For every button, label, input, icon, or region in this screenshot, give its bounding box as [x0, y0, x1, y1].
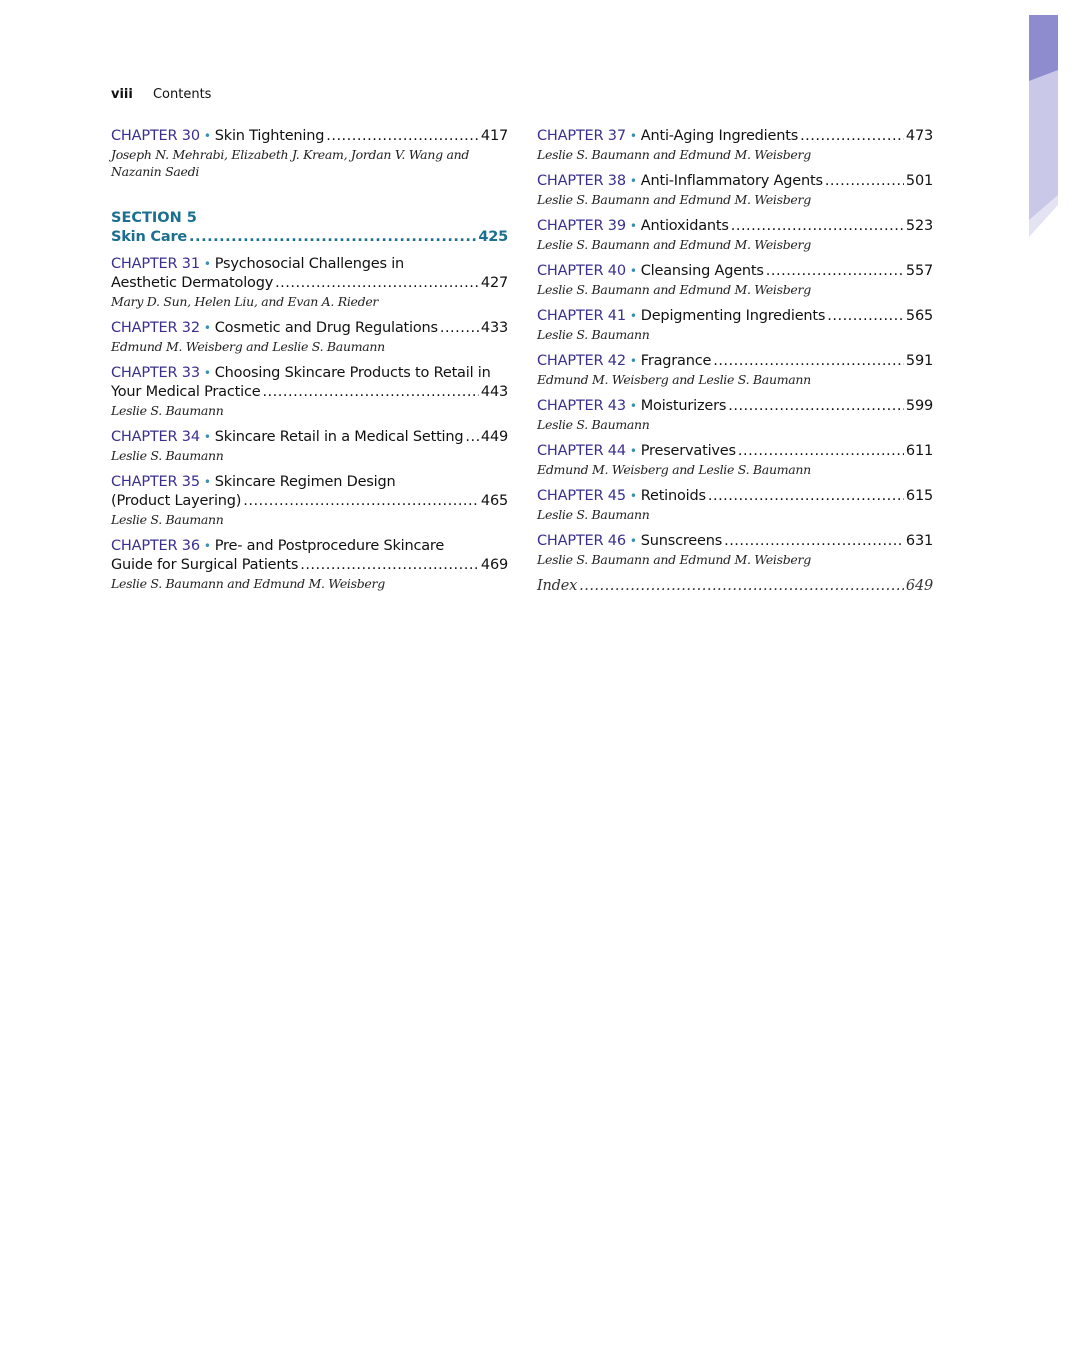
chapter-title: Preservatives: [640, 443, 736, 459]
chapter-authors: Leslie S. Baumann and Edmund M. Weisberg: [537, 552, 811, 567]
chapter-title: Choosing Skincare Products to Retail in: [214, 365, 491, 381]
chapter-authors: Edmund M. Weisberg and Leslie S. Baumann: [537, 372, 811, 387]
page-folio: viii: [111, 87, 133, 102]
chapter-authors: Mary D. Sun, Helen Liu, and Evan A. Rieder: [111, 294, 379, 309]
toc-entry[interactable]: [111, 255, 508, 310]
section-title-line[interactable]: [111, 228, 508, 247]
page-number: 443: [480, 384, 508, 400]
toc-entry[interactable]: [111, 473, 508, 528]
dot-leader: [738, 442, 904, 461]
chapter-title: Sunscreens: [640, 533, 723, 549]
page-number: 591: [905, 353, 933, 369]
bullet-icon: •: [629, 534, 637, 548]
bullet-icon: •: [629, 309, 637, 323]
chapter-label: CHAPTER 31: [111, 256, 200, 272]
chapter-title: Aesthetic Dermatology: [111, 275, 274, 291]
chapter-label: CHAPTER 44: [537, 443, 626, 459]
chapter-authors: Leslie S. Baumann: [111, 512, 224, 527]
dot-leader: [728, 397, 904, 416]
toc-right-column: [537, 127, 933, 605]
toc-entry[interactable]: [537, 532, 933, 568]
dot-leader: [827, 307, 904, 326]
bullet-icon: •: [203, 366, 211, 380]
running-title: Contents: [152, 87, 212, 102]
entry-line: [111, 473, 508, 492]
thumb-tab: [1029, 15, 1058, 237]
dot-leader: [800, 127, 904, 146]
dot-leader: [731, 217, 904, 236]
bullet-icon: •: [203, 321, 211, 335]
toc-entry[interactable]: [537, 262, 933, 298]
chapter-authors: Nazanin Saedi: [111, 164, 200, 179]
chapter-label: CHAPTER 37: [537, 128, 626, 144]
bullet-icon: •: [629, 444, 637, 458]
page-number: 465: [480, 493, 508, 509]
chapter-title: Cleansing Agents: [640, 263, 764, 279]
chapter-title: Anti-Aging Ingredients: [640, 128, 799, 144]
toc-entry[interactable]: [537, 172, 933, 208]
dot-leader: [766, 262, 904, 281]
entry-line: [537, 262, 933, 281]
chapter-authors: Leslie S. Baumann: [537, 327, 650, 342]
entry-line: [111, 319, 508, 338]
chapter-authors: Leslie S. Baumann and Edmund M. Weisberg: [537, 282, 811, 297]
entry-line: [537, 442, 933, 461]
page-number: 631: [905, 533, 933, 549]
page-number: 433: [480, 320, 508, 336]
chapter-label: CHAPTER 35: [111, 474, 200, 490]
chapter-title: Pre- and Postprocedure Skincare: [214, 538, 445, 554]
dot-leader: [579, 577, 904, 596]
bullet-icon: •: [203, 475, 211, 489]
chapter-title: Guide for Surgical Patients: [111, 557, 299, 573]
chapter-title: Skincare Regimen Design: [214, 474, 396, 490]
chapter-title: Skincare Retail in a Medical Setting: [214, 429, 464, 445]
bullet-icon: •: [629, 354, 637, 368]
chapter-title: Psychosocial Challenges in: [214, 256, 405, 272]
entry-line: [111, 274, 508, 293]
entry-line: [111, 537, 508, 556]
dot-leader: [713, 352, 904, 371]
chapter-label: CHAPTER 42: [537, 353, 626, 369]
running-header: [111, 87, 211, 102]
chapter-label: CHAPTER 32: [111, 320, 200, 336]
entry-line: [111, 383, 508, 402]
entry-line: [537, 352, 933, 371]
chapter-title: Fragrance: [640, 353, 712, 369]
chapter-label: CHAPTER 38: [537, 173, 626, 189]
chapter-title: Your Medical Practice: [111, 384, 261, 400]
bullet-icon: •: [203, 539, 211, 553]
page-number: 417: [480, 128, 508, 144]
toc-entry[interactable]: [111, 428, 508, 464]
dot-leader: [326, 127, 479, 146]
section-heading: [111, 208, 508, 247]
page-number: 599: [905, 398, 933, 414]
dot-leader: [440, 319, 479, 338]
index-title: Index: [537, 578, 578, 594]
chapter-authors: Joseph N. Mehrabi, Elizabeth J. Kream, Jordan V. Wang and: [111, 147, 470, 162]
toc-entry[interactable]: [111, 537, 508, 592]
chapter-label: CHAPTER 41: [537, 308, 626, 324]
dot-leader: [189, 228, 476, 247]
bullet-icon: •: [629, 129, 637, 143]
dot-leader: [262, 383, 478, 402]
bullet-icon: •: [629, 219, 637, 233]
page-number: 523: [905, 218, 933, 234]
section-title: Skin Care: [111, 229, 188, 245]
entry-line: [537, 397, 933, 416]
chapter-title: Depigmenting Ingredients: [640, 308, 826, 324]
page-number: 469: [480, 557, 508, 573]
chapter-title: Antioxidants: [640, 218, 729, 234]
chapter-authors: Edmund M. Weisberg and Leslie S. Baumann: [537, 462, 811, 477]
chapter-label: CHAPTER 36: [111, 538, 200, 554]
chapter-authors: Leslie S. Baumann: [537, 507, 650, 522]
dot-leader: [243, 492, 479, 511]
chapter-title: Retinoids: [640, 488, 706, 504]
chapter-title: (Product Layering): [111, 493, 242, 509]
page-number: 615: [905, 488, 933, 504]
entry-line: [537, 487, 933, 506]
chapter-label: CHAPTER 45: [537, 488, 626, 504]
entry-line: [111, 428, 508, 447]
entry-line: [537, 172, 933, 191]
chapter-title: Skin Tightening: [214, 128, 325, 144]
chapter-authors: Edmund M. Weisberg and Leslie S. Baumann: [111, 339, 385, 354]
entry-line: [111, 492, 508, 511]
bullet-icon: •: [203, 129, 211, 143]
chapter-title: Moisturizers: [640, 398, 727, 414]
bullet-icon: •: [203, 430, 211, 444]
toc-entry[interactable]: [111, 319, 508, 355]
entry-line: [111, 255, 508, 274]
bullet-icon: •: [629, 264, 637, 278]
entry-line: [111, 364, 508, 383]
bullet-icon: •: [629, 399, 637, 413]
dot-leader: [724, 532, 904, 551]
toc-entry[interactable]: [111, 364, 508, 419]
entry-line: [537, 532, 933, 551]
page-number: 501: [905, 173, 933, 189]
toc-left-column: [111, 127, 508, 601]
bullet-icon: •: [629, 489, 637, 503]
toc-entry[interactable]: [537, 442, 933, 478]
entry-line: [537, 217, 933, 236]
toc-entry[interactable]: [111, 127, 508, 180]
index-page-number: 649: [905, 578, 933, 594]
chapter-label: CHAPTER 30: [111, 128, 200, 144]
section-page-number: 425: [478, 229, 508, 245]
index-entry[interactable]: [537, 577, 933, 596]
page-number: 557: [905, 263, 933, 279]
chapter-authors: Leslie S. Baumann and Edmund M. Weisberg: [111, 576, 385, 591]
toc-entry[interactable]: [537, 352, 933, 388]
chapter-label: CHAPTER 46: [537, 533, 626, 549]
entry-line: [537, 127, 933, 146]
chapter-authors: Leslie S. Baumann: [111, 403, 224, 418]
chapter-label: CHAPTER 34: [111, 429, 200, 445]
page-number: 427: [480, 275, 508, 291]
page-number: 565: [905, 308, 933, 324]
toc-entry[interactable]: [537, 127, 933, 163]
dot-leader: [300, 556, 479, 575]
toc-entry[interactable]: [537, 397, 933, 433]
chapter-authors: Leslie S. Baumann: [537, 417, 650, 432]
chapter-label: CHAPTER 43: [537, 398, 626, 414]
chapter-authors: Leslie S. Baumann and Edmund M. Weisberg: [537, 147, 811, 162]
entry-line: [111, 127, 508, 146]
chapter-label: CHAPTER 39: [537, 218, 626, 234]
chapter-authors: Leslie S. Baumann and Edmund M. Weisberg: [537, 237, 811, 252]
toc-entry[interactable]: [537, 487, 933, 523]
chapter-authors: Leslie S. Baumann and Edmund M. Weisberg: [537, 192, 811, 207]
chapter-label: CHAPTER 33: [111, 365, 200, 381]
page-number: 611: [905, 443, 933, 459]
bullet-icon: •: [203, 257, 211, 271]
toc-entry[interactable]: [537, 307, 933, 343]
chapter-authors: Leslie S. Baumann: [111, 448, 224, 463]
chapter-title: Anti-Inflammatory Agents: [640, 173, 823, 189]
chapter-label: CHAPTER 40: [537, 263, 626, 279]
page-number: 449: [480, 429, 508, 445]
entry-line: [111, 556, 508, 575]
dot-leader: [275, 274, 479, 293]
entry-line: [537, 307, 933, 326]
dot-leader: [708, 487, 904, 506]
bullet-icon: •: [629, 174, 637, 188]
dot-leader: [825, 172, 904, 191]
dot-leader: [465, 428, 479, 447]
page-number: 473: [905, 128, 933, 144]
toc-entry[interactable]: [537, 217, 933, 253]
section-label: SECTION 5: [111, 210, 197, 226]
chapter-title: Cosmetic and Drug Regulations: [214, 320, 438, 336]
